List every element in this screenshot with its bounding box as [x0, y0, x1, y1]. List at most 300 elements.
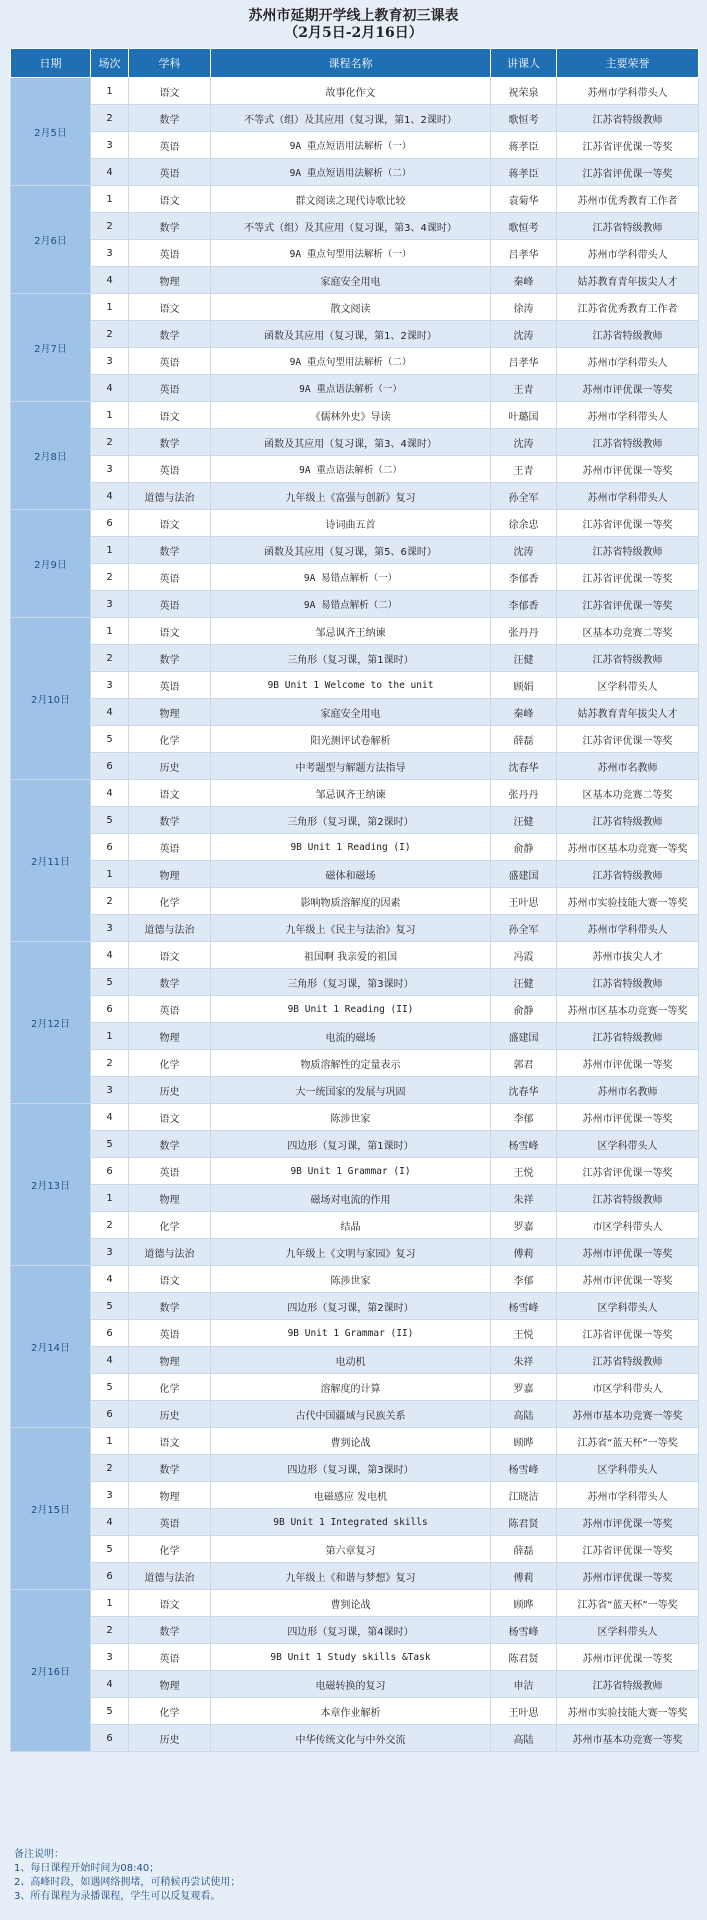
table-row: [11, 618, 699, 645]
table-row: [11, 1158, 699, 1185]
session-cell: 4: [91, 1347, 129, 1374]
session-cell: 3: [91, 456, 129, 483]
subject-cell: 化学: [129, 888, 211, 915]
date-cell: 2月14日: [11, 1266, 91, 1428]
course-cell: 邹忌讽齐王纳谏: [211, 780, 491, 807]
teacher-cell: 朱祥: [491, 1347, 557, 1374]
subject-cell: 数学: [129, 807, 211, 834]
table-row: [11, 78, 699, 105]
session-cell: 3: [91, 672, 129, 699]
teacher-cell: 沈涛: [491, 537, 557, 564]
honor-cell: 江苏省特级教师: [557, 645, 699, 672]
honor-cell: 苏州市实验技能大赛一等奖: [557, 1698, 699, 1725]
date-cell: 2月6日: [11, 186, 91, 294]
subject-cell: 英语: [129, 996, 211, 1023]
course-cell: 九年级上《和谐与梦想》复习: [211, 1563, 491, 1590]
session-cell: 5: [91, 726, 129, 753]
date-cell: 2月7日: [11, 294, 91, 402]
table-row: [11, 1131, 699, 1158]
teacher-cell: 张丹丹: [491, 780, 557, 807]
course-cell: 邹忌讽齐王纳谏: [211, 618, 491, 645]
session-cell: 1: [91, 861, 129, 888]
subject-cell: 物理: [129, 1347, 211, 1374]
date-cell: 2月12日: [11, 942, 91, 1104]
honor-cell: 江苏省优秀教育工作者: [557, 294, 699, 321]
subject-cell: 道德与法治: [129, 1563, 211, 1590]
table-row: [11, 1509, 699, 1536]
table-row: [11, 240, 699, 267]
subject-cell: 化学: [129, 1212, 211, 1239]
course-cell: 中华传统文化与中外交流: [211, 1725, 491, 1752]
honor-cell: 江苏省评优课一等奖: [557, 591, 699, 618]
honor-cell: 区学科带头人: [557, 1455, 699, 1482]
course-cell: 陈涉世家: [211, 1266, 491, 1293]
honor-cell: 区学科带头人: [557, 1293, 699, 1320]
session-cell: 3: [91, 591, 129, 618]
session-cell: 6: [91, 753, 129, 780]
subject-cell: 语文: [129, 618, 211, 645]
honor-cell: 江苏省评优课一等奖: [557, 726, 699, 753]
course-cell: 四边形（复习课，第4课时）: [211, 1617, 491, 1644]
course-cell: 九年级上《富强与创新》复习: [211, 483, 491, 510]
teacher-cell: 高陆: [491, 1401, 557, 1428]
table-row: [11, 1104, 699, 1131]
session-cell: 2: [91, 564, 129, 591]
header-honor: 主要荣誉: [557, 49, 699, 78]
session-cell: 6: [91, 996, 129, 1023]
table-row: [11, 1617, 699, 1644]
teacher-cell: 李郁香: [491, 591, 557, 618]
table-row: [11, 1374, 699, 1401]
teacher-cell: 吕孝华: [491, 240, 557, 267]
date-cell: 2月15日: [11, 1428, 91, 1590]
course-cell: 物质溶解性的定量表示: [211, 1050, 491, 1077]
subject-cell: 化学: [129, 1374, 211, 1401]
honor-cell: 苏州市评优课一等奖: [557, 1563, 699, 1590]
session-cell: 2: [91, 1050, 129, 1077]
honor-cell: 江苏省评优课一等奖: [557, 132, 699, 159]
table-row: [11, 996, 699, 1023]
honor-cell: 苏州市拔尖人才: [557, 942, 699, 969]
honor-cell: 江苏省特级教师: [557, 807, 699, 834]
teacher-cell: 沈春华: [491, 1077, 557, 1104]
honor-cell: 姑苏教育青年拔尖人才: [557, 267, 699, 294]
course-cell: 不等式（组）及其应用（复习课，第3、4课时）: [211, 213, 491, 240]
subject-cell: 数学: [129, 1293, 211, 1320]
course-cell: 故事化作文: [211, 78, 491, 105]
honor-cell: 江苏省评优课一等奖: [557, 1320, 699, 1347]
honor-cell: 江苏省特级教师: [557, 105, 699, 132]
subject-cell: 数学: [129, 213, 211, 240]
table-row: [11, 321, 699, 348]
session-cell: 6: [91, 510, 129, 537]
session-cell: 5: [91, 1536, 129, 1563]
teacher-cell: 蒋孝臣: [491, 159, 557, 186]
session-cell: 4: [91, 375, 129, 402]
subject-cell: 语文: [129, 78, 211, 105]
table-row: [11, 1401, 699, 1428]
table-row: [11, 888, 699, 915]
session-cell: 3: [91, 240, 129, 267]
teacher-cell: 秦峰: [491, 267, 557, 294]
course-cell: 九年级上《文明与家园》复习: [211, 1239, 491, 1266]
table-row: [11, 1212, 699, 1239]
table-row: [11, 1050, 699, 1077]
teacher-cell: 沈涛: [491, 429, 557, 456]
table-row: [11, 132, 699, 159]
table-row: [11, 1536, 699, 1563]
course-cell: 三角形（复习课，第3课时）: [211, 969, 491, 996]
subject-cell: 语文: [129, 186, 211, 213]
session-cell: 6: [91, 1563, 129, 1590]
session-cell: 1: [91, 186, 129, 213]
subject-cell: 数学: [129, 537, 211, 564]
date-cell: 2月9日: [11, 510, 91, 618]
teacher-cell: 李郁: [491, 1266, 557, 1293]
table-row: [11, 1563, 699, 1590]
session-cell: 2: [91, 213, 129, 240]
subject-cell: 数学: [129, 1617, 211, 1644]
subject-cell: 英语: [129, 132, 211, 159]
subject-cell: 语文: [129, 780, 211, 807]
teacher-cell: 王悦: [491, 1158, 557, 1185]
header-subject: 学科: [129, 49, 211, 78]
notes-heading: 备注说明：: [14, 1849, 64, 1860]
honor-cell: 江苏省特级教师: [557, 321, 699, 348]
course-cell: 溶解度的计算: [211, 1374, 491, 1401]
course-cell: 四边形（复习课，第2课时）: [211, 1293, 491, 1320]
schedule-table: [10, 48, 699, 1752]
honor-cell: 苏州市实验技能大赛一等奖: [557, 888, 699, 915]
subject-cell: 历史: [129, 1725, 211, 1752]
teacher-cell: 郭君: [491, 1050, 557, 1077]
subject-cell: 英语: [129, 1509, 211, 1536]
subject-cell: 英语: [129, 240, 211, 267]
course-cell: 9A 易错点解析（二）: [211, 591, 491, 618]
session-cell: 2: [91, 645, 129, 672]
course-cell: 祖国啊 我亲爱的祖国: [211, 942, 491, 969]
session-cell: 2: [91, 888, 129, 915]
honor-cell: 区基本功竞赛二等奖: [557, 780, 699, 807]
honor-cell: 区学科带头人: [557, 1131, 699, 1158]
table-row: [11, 456, 699, 483]
course-cell: 磁场对电流的作用: [211, 1185, 491, 1212]
course-cell: 第六章复习: [211, 1536, 491, 1563]
course-cell: 9B Unit 1 Reading (II): [211, 996, 491, 1023]
session-cell: 1: [91, 1185, 129, 1212]
subject-cell: 语文: [129, 510, 211, 537]
honor-cell: 江苏省“蓝天杯”一等奖: [557, 1428, 699, 1455]
teacher-cell: 杨雪峰: [491, 1131, 557, 1158]
date-cell: 2月5日: [11, 78, 91, 186]
teacher-cell: 王青: [491, 456, 557, 483]
table-row: [11, 1725, 699, 1752]
subject-cell: 数学: [129, 969, 211, 996]
teacher-cell: 薛磊: [491, 1536, 557, 1563]
honor-cell: 市区学科带头人: [557, 1212, 699, 1239]
date-cell: 2月8日: [11, 402, 91, 510]
teacher-cell: 蒋孝臣: [491, 132, 557, 159]
teacher-cell: 冯霞: [491, 942, 557, 969]
course-cell: 9B Unit 1 Grammar (II): [211, 1320, 491, 1347]
course-cell: 九年级上《民主与法治》复习: [211, 915, 491, 942]
table-row: [11, 1482, 699, 1509]
course-cell: 9A 重点短语用法解析（二）: [211, 159, 491, 186]
honor-cell: 市区学科带头人: [557, 1374, 699, 1401]
table-row: [11, 1320, 699, 1347]
course-cell: 磁体和磁场: [211, 861, 491, 888]
course-cell: 9B Unit 1 Welcome to the unit: [211, 672, 491, 699]
table-row: [11, 564, 699, 591]
session-cell: 1: [91, 1428, 129, 1455]
teacher-cell: 盛建国: [491, 1023, 557, 1050]
teacher-cell: 杨雪峰: [491, 1293, 557, 1320]
subject-cell: 物理: [129, 1185, 211, 1212]
teacher-cell: 汪健: [491, 807, 557, 834]
course-cell: 三角形（复习课，第2课时）: [211, 807, 491, 834]
session-cell: 6: [91, 1401, 129, 1428]
table-row: [11, 1671, 699, 1698]
table-row: [11, 834, 699, 861]
course-cell: 大一统国家的发展与巩固: [211, 1077, 491, 1104]
subject-cell: 历史: [129, 1077, 211, 1104]
teacher-cell: 汪健: [491, 969, 557, 996]
course-cell: 电磁感应 发电机: [211, 1482, 491, 1509]
course-cell: 曹刿论战: [211, 1428, 491, 1455]
table-row: [11, 1590, 699, 1617]
teacher-cell: 顾娟: [491, 672, 557, 699]
teacher-cell: 顾晔: [491, 1590, 557, 1617]
subject-cell: 数学: [129, 645, 211, 672]
honor-cell: 苏州市评优课一等奖: [557, 375, 699, 402]
table-row: [11, 213, 699, 240]
table-row: [11, 186, 699, 213]
table-row: [11, 105, 699, 132]
course-cell: 电流的磁场: [211, 1023, 491, 1050]
subject-cell: 英语: [129, 1320, 211, 1347]
course-cell: 9B Unit 1 Reading (I): [211, 834, 491, 861]
session-cell: 5: [91, 1131, 129, 1158]
subject-cell: 道德与法治: [129, 915, 211, 942]
session-cell: 3: [91, 1482, 129, 1509]
teacher-cell: 申洁: [491, 1671, 557, 1698]
session-cell: 3: [91, 132, 129, 159]
teacher-cell: 秦峰: [491, 699, 557, 726]
teacher-cell: 王青: [491, 375, 557, 402]
table-row: [11, 1185, 699, 1212]
course-cell: 结晶: [211, 1212, 491, 1239]
honor-cell: 苏州市基本功竞赛一等奖: [557, 1401, 699, 1428]
honor-cell: 苏州市评优课一等奖: [557, 1104, 699, 1131]
honor-cell: 苏州市学科带头人: [557, 402, 699, 429]
teacher-cell: 王叶思: [491, 888, 557, 915]
honor-cell: 苏州市名教师: [557, 753, 699, 780]
session-cell: 1: [91, 402, 129, 429]
note-item: 3、所有课程为录播课程，学生可以反复观看。: [14, 1891, 221, 1902]
honor-cell: 江苏省评优课一等奖: [557, 1536, 699, 1563]
teacher-cell: 沈春华: [491, 753, 557, 780]
course-cell: 古代中国疆域与民族关系: [211, 1401, 491, 1428]
honor-cell: 苏州市学科带头人: [557, 78, 699, 105]
subject-cell: 语文: [129, 402, 211, 429]
table-row: [11, 753, 699, 780]
subject-cell: 物理: [129, 1023, 211, 1050]
date-cell: 2月11日: [11, 780, 91, 942]
subject-cell: 物理: [129, 861, 211, 888]
table-row: [11, 510, 699, 537]
session-cell: 1: [91, 78, 129, 105]
session-cell: 4: [91, 1509, 129, 1536]
notes: [14, 1848, 240, 1904]
honor-cell: 苏州市优秀教育工作者: [557, 186, 699, 213]
table-row: [11, 969, 699, 996]
course-cell: 9A 重点语法解析（一）: [211, 375, 491, 402]
subject-cell: 化学: [129, 1050, 211, 1077]
subject-cell: 语文: [129, 294, 211, 321]
teacher-cell: 李郁香: [491, 564, 557, 591]
session-cell: 4: [91, 483, 129, 510]
honor-cell: 江苏省评优课一等奖: [557, 510, 699, 537]
teacher-cell: 袁菊华: [491, 186, 557, 213]
honor-cell: 苏州市名教师: [557, 1077, 699, 1104]
subject-cell: 化学: [129, 1698, 211, 1725]
table-row: [11, 1347, 699, 1374]
subject-cell: 英语: [129, 375, 211, 402]
subject-cell: 数学: [129, 1455, 211, 1482]
session-cell: 3: [91, 1077, 129, 1104]
table-row: [11, 1023, 699, 1050]
session-cell: 2: [91, 1212, 129, 1239]
teacher-cell: 傅莉: [491, 1239, 557, 1266]
teacher-cell: 高陆: [491, 1725, 557, 1752]
subject-cell: 英语: [129, 834, 211, 861]
table-row: [11, 429, 699, 456]
course-cell: 不等式（组）及其应用（复习课，第1、2课时）: [211, 105, 491, 132]
table-row: [11, 1428, 699, 1455]
page-title: [0, 8, 707, 42]
honor-cell: 江苏省特级教师: [557, 1185, 699, 1212]
session-cell: 2: [91, 1455, 129, 1482]
subject-cell: 英语: [129, 672, 211, 699]
honor-cell: 区学科带头人: [557, 672, 699, 699]
course-cell: 曹刿论战: [211, 1590, 491, 1617]
session-cell: 2: [91, 105, 129, 132]
course-cell: 9A 重点句型用法解析（二）: [211, 348, 491, 375]
table-row: [11, 861, 699, 888]
course-cell: 9B Unit 1 Study skills &Task: [211, 1644, 491, 1671]
course-cell: 家庭安全用电: [211, 267, 491, 294]
teacher-cell: 陈君贤: [491, 1644, 557, 1671]
session-cell: 5: [91, 1293, 129, 1320]
session-cell: 6: [91, 834, 129, 861]
teacher-cell: 吕孝华: [491, 348, 557, 375]
subject-cell: 英语: [129, 348, 211, 375]
table-row: [11, 375, 699, 402]
date-cell: 2月13日: [11, 1104, 91, 1266]
honor-cell: 苏州市评优课一等奖: [557, 1239, 699, 1266]
table-row: [11, 915, 699, 942]
session-cell: 2: [91, 1617, 129, 1644]
session-cell: 4: [91, 159, 129, 186]
session-cell: 5: [91, 1698, 129, 1725]
honor-cell: 江苏省特级教师: [557, 213, 699, 240]
honor-cell: 苏州市评优课一等奖: [557, 1050, 699, 1077]
honor-cell: 苏州市学科带头人: [557, 240, 699, 267]
table-row: [11, 483, 699, 510]
table-row: [11, 780, 699, 807]
teacher-cell: 罗嘉: [491, 1374, 557, 1401]
subject-cell: 英语: [129, 159, 211, 186]
course-cell: 群文阅读之现代诗歌比较: [211, 186, 491, 213]
teacher-cell: 杨雪峰: [491, 1455, 557, 1482]
session-cell: 5: [91, 807, 129, 834]
subject-cell: 英语: [129, 1644, 211, 1671]
course-cell: 9B Unit 1 Grammar (I): [211, 1158, 491, 1185]
session-cell: 5: [91, 1374, 129, 1401]
subject-cell: 语文: [129, 942, 211, 969]
table-row: [11, 591, 699, 618]
table-row: [11, 807, 699, 834]
session-cell: 1: [91, 1590, 129, 1617]
table-row: [11, 402, 699, 429]
table-row: [11, 294, 699, 321]
teacher-cell: 徐涛: [491, 294, 557, 321]
teacher-cell: 王叶思: [491, 1698, 557, 1725]
table-row: [11, 348, 699, 375]
teacher-cell: 俞静: [491, 834, 557, 861]
table-row: [11, 942, 699, 969]
honor-cell: 江苏省特级教师: [557, 1671, 699, 1698]
teacher-cell: 汪健: [491, 645, 557, 672]
table-row: [11, 1077, 699, 1104]
subject-cell: 物理: [129, 267, 211, 294]
table-row: [11, 159, 699, 186]
subject-cell: 物理: [129, 1482, 211, 1509]
honor-cell: 江苏省特级教师: [557, 969, 699, 996]
subject-cell: 数学: [129, 1131, 211, 1158]
subject-cell: 历史: [129, 1401, 211, 1428]
session-cell: 6: [91, 1320, 129, 1347]
session-cell: 2: [91, 321, 129, 348]
session-cell: 4: [91, 1266, 129, 1293]
honor-cell: 区基本功竞赛二等奖: [557, 618, 699, 645]
teacher-cell: 歌恒考: [491, 105, 557, 132]
course-cell: 函数及其应用（复习课，第3、4课时）: [211, 429, 491, 456]
course-cell: 电动机: [211, 1347, 491, 1374]
table-row: [11, 1293, 699, 1320]
course-cell: 9A 易错点解析（一）: [211, 564, 491, 591]
subject-cell: 数学: [129, 105, 211, 132]
subject-cell: 化学: [129, 1536, 211, 1563]
session-cell: 6: [91, 1158, 129, 1185]
subject-cell: 历史: [129, 753, 211, 780]
table-row: [11, 672, 699, 699]
date-cell: 2月16日: [11, 1590, 91, 1752]
honor-cell: 苏州市评优课一等奖: [557, 1644, 699, 1671]
honor-cell: 姑苏教育青年拔尖人才: [557, 699, 699, 726]
course-cell: 散文阅读: [211, 294, 491, 321]
course-cell: 《儒林外史》导读: [211, 402, 491, 429]
teacher-cell: 罗嘉: [491, 1212, 557, 1239]
subject-cell: 语文: [129, 1590, 211, 1617]
teacher-cell: 孙全军: [491, 483, 557, 510]
subject-cell: 英语: [129, 1158, 211, 1185]
honor-cell: 苏州市基本功竞赛一等奖: [557, 1725, 699, 1752]
teacher-cell: 孙全军: [491, 915, 557, 942]
honor-cell: 苏州市区基本功竞赛一等奖: [557, 996, 699, 1023]
course-cell: 三角形（复习课，第1课时）: [211, 645, 491, 672]
honor-cell: 苏州市学科带头人: [557, 1482, 699, 1509]
